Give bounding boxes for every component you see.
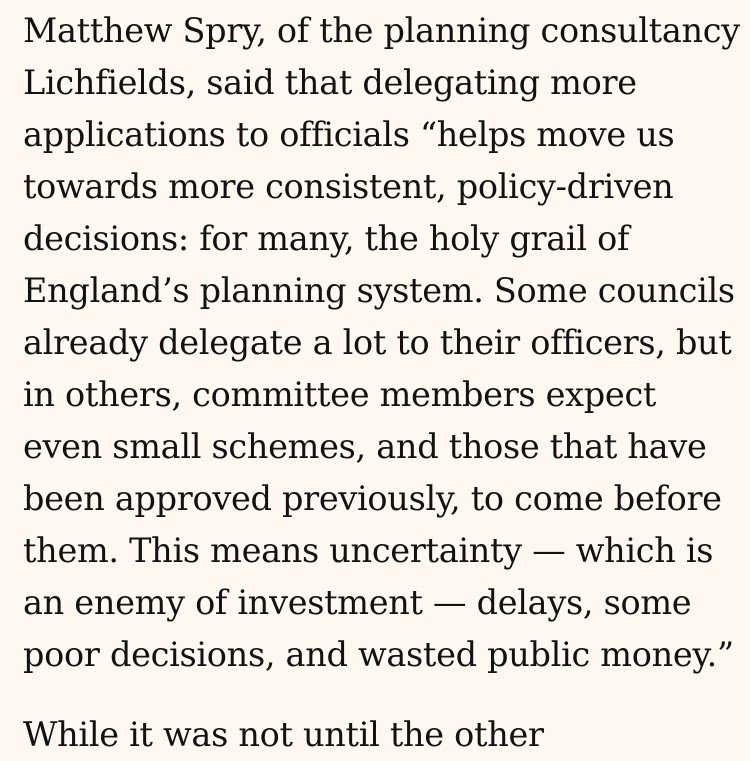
paragraph-line: already delegate a lot to their officers, but bbox=[23, 323, 732, 362]
paragraph-line: towards more consistent, policy-driven bbox=[23, 167, 674, 206]
paragraph-line: applications to officials “helps move us bbox=[23, 115, 675, 154]
paragraph-line: been approved previously, to come before bbox=[23, 479, 722, 518]
paragraph-line: them. This means uncertainty — which is bbox=[23, 531, 714, 570]
paragraph-line: Matthew Spry, of the planning consultancy bbox=[23, 11, 740, 50]
next-paragraph-partial-line: While it was not until the other bbox=[23, 715, 544, 754]
paragraph-line: Lichfields, said that delegating more bbox=[23, 63, 637, 102]
paragraph-line: an enemy of investment — delays, some bbox=[23, 583, 692, 622]
paragraph-line: poor decisions, and wasted public money.” bbox=[23, 635, 734, 674]
paragraph-line: decisions: for many, the holy grail of bbox=[23, 219, 630, 258]
paragraph-line: in others, committee members expect bbox=[23, 375, 657, 414]
paragraph-line: England’s planning system. Some councils bbox=[23, 271, 735, 310]
paragraph-line: even small schemes, and those that have bbox=[23, 427, 707, 466]
